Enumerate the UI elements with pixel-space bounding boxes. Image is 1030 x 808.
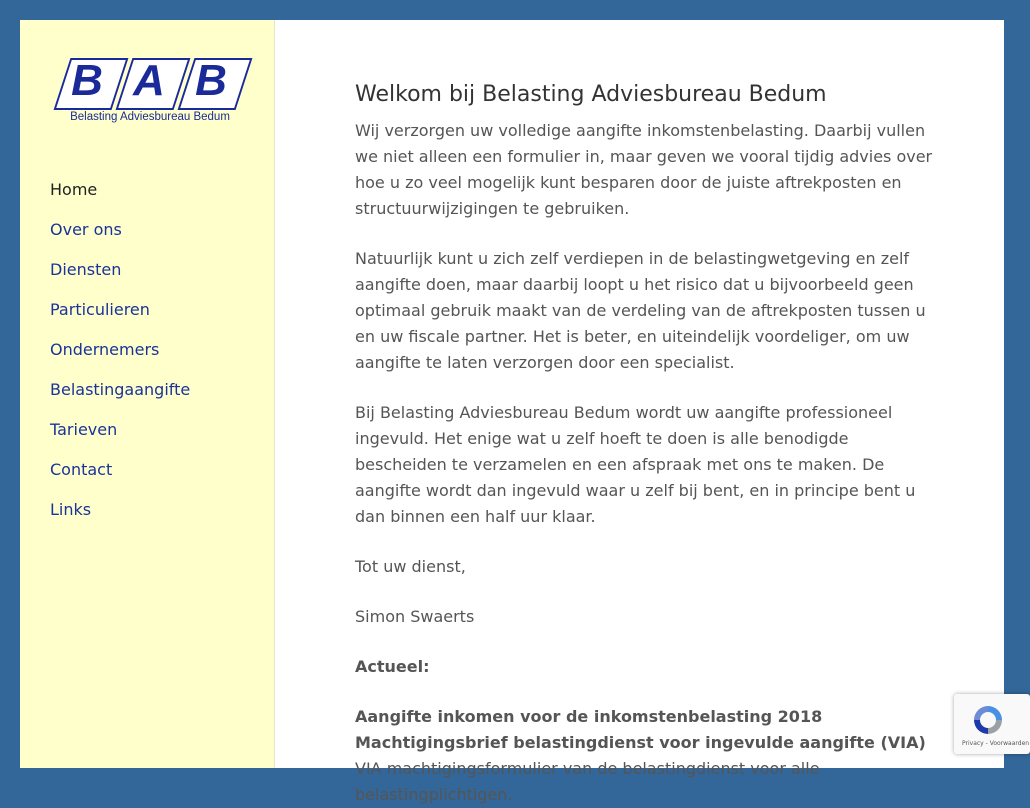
site-logo[interactable] [54, 54, 246, 130]
logo-letter-3: B [195, 56, 227, 105]
nav-link-ondernemers[interactable]: Ondernemers [50, 340, 160, 359]
nav-item-belastingaangifte [50, 380, 190, 420]
main-content [355, 80, 945, 808]
logo-letter-2: A [133, 56, 165, 105]
recaptcha-icon [970, 702, 1006, 738]
nav-link-home[interactable]: Home [50, 180, 98, 199]
intro-paragraph-3: Bij Belasting Adviesbureau Bedum wordt uw aangifte professioneel ingevuld. Het enige wat u zelf hoeft te doen is alle benodigde bescheiden te verzamelen en een afspraak met ons te maken. De aangifte wordt dan ingevuld waar u zelf bij bent, en in principe bent u dan binnen een half uur klaar. [355, 403, 916, 526]
nav-item-diensten [50, 260, 190, 300]
nav-item-ondernemers [50, 340, 190, 380]
closing-text: Tot uw dienst, [355, 557, 466, 576]
nav-link-tarieven[interactable]: Tarieven [50, 420, 118, 439]
nav-link-over-ons[interactable]: Over ons [50, 220, 122, 239]
nav-link-belastingaangifte[interactable]: Belastingaangifte [50, 380, 191, 399]
nav-item-tarieven [50, 420, 190, 460]
page-title: Welkom bij Belasting Adviesbureau Bedum [355, 82, 827, 107]
recaptcha-badge[interactable] [954, 694, 1030, 754]
main-nav [50, 180, 190, 540]
sidebar [20, 20, 275, 768]
nav-link-links[interactable]: Links [50, 500, 92, 519]
nav-link-contact[interactable]: Contact [50, 460, 113, 479]
nav-item-links [50, 500, 190, 540]
nav-item-particulieren [50, 300, 190, 340]
logo-letter-1: B [71, 56, 103, 105]
recaptcha-privacy-terms[interactable]: Privacy - Voorwaarden [962, 740, 1030, 747]
signature-text: Simon Swaerts [355, 607, 475, 626]
nav-item-contact [50, 460, 190, 500]
intro-paragraph-2: Natuurlijk kunt u zich zelf verdiepen in de belastingwetgeving en zelf aangifte doen, maar daarbij loopt u het risico dat u bijvoorbeeld geen optimaal gebruik maakt van de verdeling van de aftrekposten tussen u en uw fiscale partner. Het is beter, en uiteindelijk voordeliger, om uw aangifte te laten verzorgen door een specialist. [355, 249, 926, 372]
news-text-via-formulier: VIA machtigingsformulier van de belastingdienst voor alle belastingplichtigen. [355, 759, 820, 804]
news-link-aangifte-2018[interactable]: Aangifte inkomen voor de inkomstenbelasting 2018 [355, 707, 823, 726]
page-frame [20, 20, 1004, 804]
nav-item-home [50, 180, 190, 220]
actueel-heading: Actueel: [355, 657, 430, 676]
nav-link-diensten[interactable]: Diensten [50, 260, 122, 279]
intro-paragraph-1: Wij verzorgen uw volledige aangifte inkomstenbelasting. Daarbij vullen we niet alleen een formulier in, maar geven we vooral tijdig advies over hoe u zo veel mogelijk kunt besparen door de juiste aftrekposten en structuurwijzigingen te gebruiken. [355, 121, 933, 218]
news-link-machtigingsbrief[interactable]: Machtigingsbrief belastingdienst voor ingevulde aangifte (VIA) [355, 733, 926, 752]
nav-item-over-ons [50, 220, 190, 260]
logo-subtitle: Belasting Adviesbureau Bedum [70, 111, 230, 123]
nav-link-particulieren[interactable]: Particulieren [50, 300, 150, 319]
